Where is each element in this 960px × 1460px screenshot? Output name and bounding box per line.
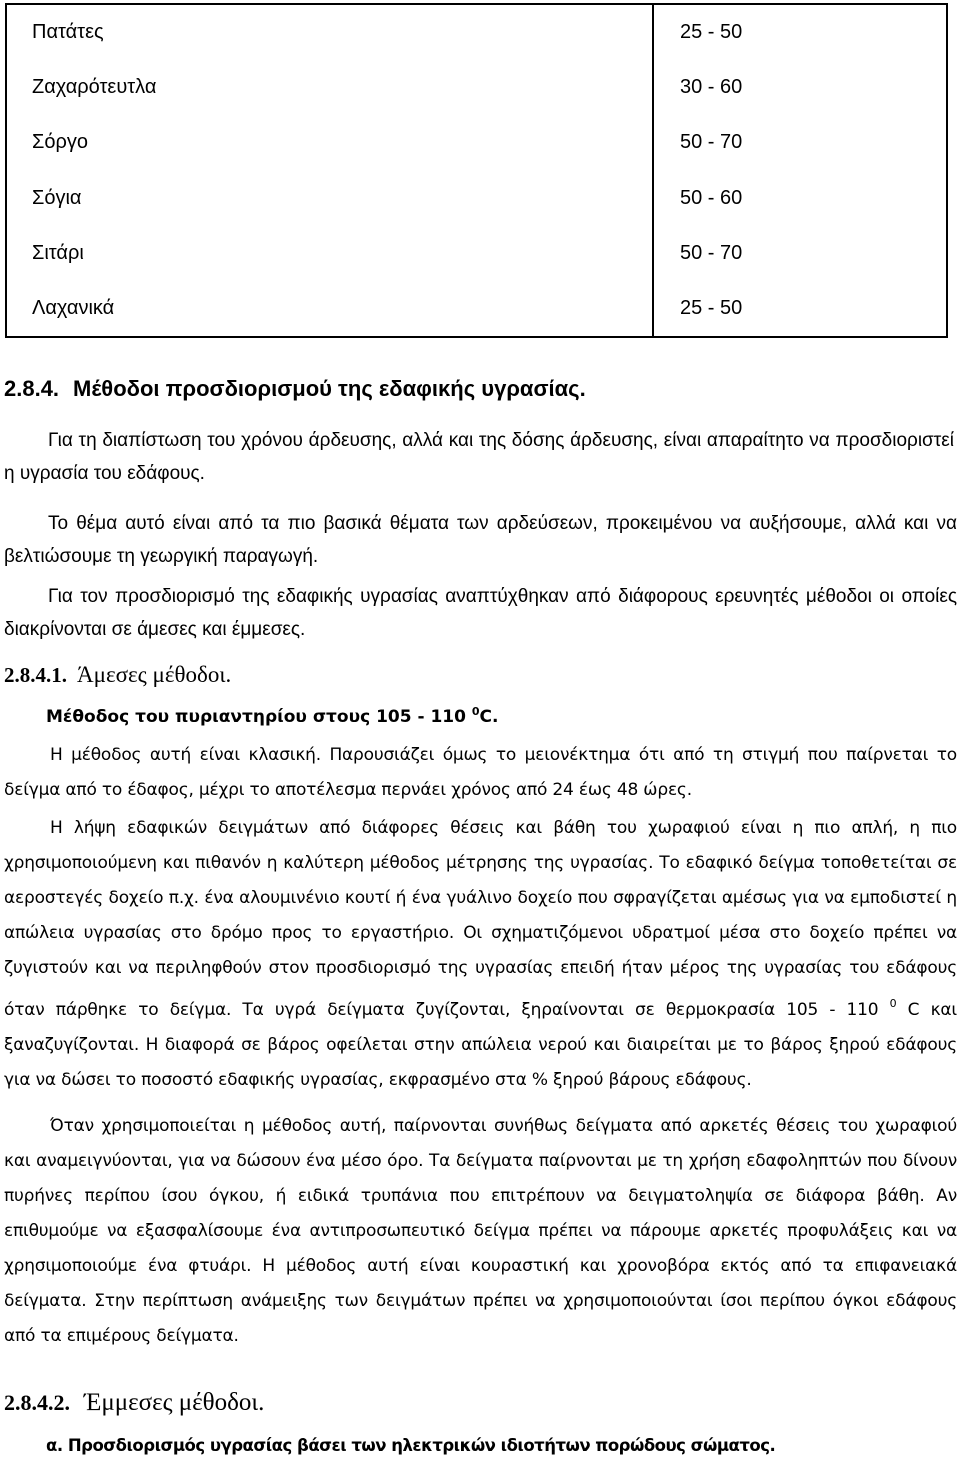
oven-method-text: Η λήψη εδαφικών δειγμάτων από διάφορες θέσεις και βάθη του χωραφιού είναι η πιο απλή, η πιο χρησιμοποιούμενη και πιθανόν η καλύτερη μέθοδος μέτρησης της υγρασίας. Το εδαφικό δείγμα τοποθετείται σε αεροστεγές δοχείο π.χ. ένα αλουμινένιο κουτί ή ένα γυάλινο δοχείο που σφραγίζεται αμέσως για να εμποδιστεί η απώλεια υγρασίας στο δρόμο προς το εργαστήριο. Οι σχηματιζόμενοι υδρατμοί μέσα στο δοχείο πρέπει να ζυγιστούν και να περιληφθούν στον προσδιορισμό της υγρασίας επειδή ήταν μέρος της υγρασίας του εδάφους όταν πάρθηκε το δείγμα. Τα υγρά δείγματα ζυγίζονται, ξηραίνονται σε θερμοκρασία 105 - 110 [4, 818, 957, 1020]
indirect-methods-heading [4, 1389, 264, 1417]
intro-paragraph-2: Το θέμα αυτό είναι από τα πιο βασικά θέματα των αρδεύσεων, προκειμένου να αυξήσουμε, αλλά και να βελτιώσουμε τη γεωργική παραγωγή. [4, 513, 957, 567]
direct-methods-heading [4, 662, 231, 688]
section-number: 2.8.4. [4, 376, 60, 401]
oven-method-text-cont: C και ξαναζυγίζονται. Η διαφορά σε βάρος οφείλεται στην απώλεια νερού και διαιρείται με το βάρος ξηρού εδάφους για να δώσει το ποσοστό εδαφικής υγρασίας, εκφρασμένο στα % ξηρού βάρους εδάφους. [4, 1000, 957, 1090]
oven-method-paragraph-3: Όταν χρησιμοποιείται η μέθοδος αυτή, παίρνονται συνήθως δείγματα από αρκετές θέσεις του χωραφιού και αναμειγνύονται, για να δώσουν ένα μέσο όρο. Τα δείγματα παίρνονται με τη χρήση εδαφοληπτών που δίνουν πυρήνες περίπου ίσου όγκου, ή ειδικά τρυπάνια που επιτρέπουν να δειγματοληψία σε διάφορα βάθη. Αν επιθυμούμε να εξασφαλίσουμε ένα αντιπροσωπευτικό δείγμα πρέπει να πάρουμε αρκετές προφυλάξεις και να χρησιμοποιούμε ένα φτυάρι. Η μέθοδος αυτή είναι κουραστική και χρονοβόρα εκτός από τα επιφανειακά δείγματα. Στην περίπτωση ανάμειξης των δειγμάτων πρέπει να χρησιμοποιούνται ίσοι περίπου όγκοι εδάφους από τα επιμέρους δείγματα. [4, 1116, 957, 1346]
oven-method-title: Μέθοδος του πυριαντηρίου στους 105 - 110 [46, 707, 472, 727]
intro-paragraph-3: Για τον προσδιορισμό της εδαφικής υγρασίας αναπτύχθηκαν από διάφορους ερευνητές μέθοδοι οι οποίες διακρίνονται σε άμεσες και έμμεσες. [4, 586, 957, 640]
celsius-unit: C. [479, 707, 499, 727]
crop-name: Ζαχαρότευτλα [32, 76, 157, 99]
section-title: Μέθοδοι προσδιορισμού της εδαφικής υγρασίας. [73, 376, 586, 401]
moisture-range: 50 - 60 [653, 170, 947, 225]
crop-name: Σόργο [32, 131, 88, 154]
table-row [6, 281, 947, 337]
intro-paragraph-1: Για τη διαπίστωση του χρόνου άρδευσης, αλλά και της δόσης άρδευσης, είναι απαραίτητο να προσδιοριστεί η υγρασία του εδάφους. [4, 430, 954, 484]
direct-methods-number: 2.8.4.1. [4, 663, 67, 687]
moisture-range: 30 - 60 [653, 60, 947, 115]
table-row [6, 170, 947, 225]
crop-moisture-table [5, 3, 948, 338]
table-row [6, 115, 947, 170]
oven-method-paragraph-2 [4, 811, 957, 1098]
oven-method-paragraph-1: Η μέθοδος αυτή είναι κλασική. Παρουσιάζει όμως το μειονέκτημα ότι από τη στιγμή που παίρνεται το δείγμα από το έδαφος, μέχρι το αποτέλεσμα περνάει χρόνος από 24 έως 48 ώρες. [4, 745, 957, 800]
indirect-methods-number: 2.8.4.2. [4, 1390, 70, 1415]
section-heading [4, 376, 586, 402]
direct-methods-title: Άμεσες μέθοδοι. [77, 662, 232, 687]
degree-superscript: 0 [471, 705, 480, 718]
table-row [6, 226, 947, 281]
oven-method-heading [46, 705, 498, 727]
crop-name: Πατάτες [32, 21, 104, 44]
table-row [6, 4, 947, 60]
electrical-method-heading: α. Προσδιορισμός υγρασίας βάσει των ηλεκτρικών ιδιοτήτων πορώδους σώματος. [46, 1436, 776, 1455]
crop-name: Σιτάρι [32, 241, 84, 264]
degree-superscript: 0 [889, 997, 897, 1010]
indirect-methods-title: Έμμεσες μέθοδοι. [84, 1389, 265, 1416]
crop-name: Λαχανικά [32, 296, 115, 319]
moisture-range: 50 - 70 [653, 115, 947, 170]
moisture-range: 50 - 70 [653, 226, 947, 281]
table-row [6, 60, 947, 115]
crop-name: Σόγια [32, 186, 82, 209]
moisture-range: 25 - 50 [653, 281, 947, 337]
moisture-range: 25 - 50 [653, 4, 947, 60]
